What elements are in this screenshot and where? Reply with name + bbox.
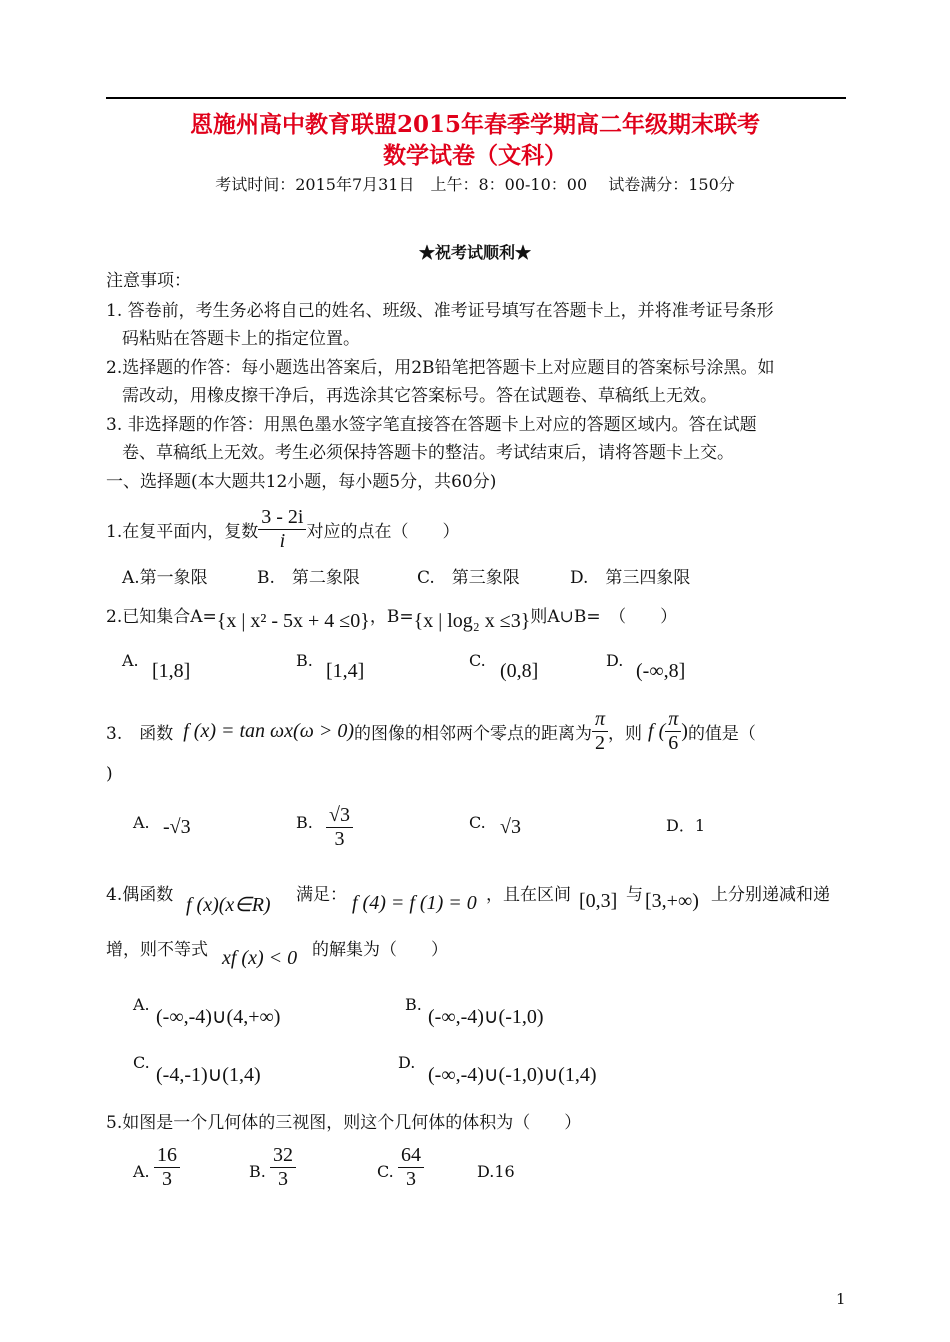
q5-option-b-label: B. (249, 1162, 266, 1181)
q5-option-a-value (154, 1144, 180, 1191)
q2-option-d-label: D. (606, 651, 624, 670)
q2-option-d-value: (-∞,8] (636, 660, 686, 682)
q1-suffix: 对应的点在（ ） (306, 522, 460, 542)
q5-c-den: 3 (406, 1168, 416, 1190)
q4-mid: ，且在区间 (486, 885, 571, 905)
exam-subtitle: 数学试卷（文科） (383, 142, 567, 169)
q1-option-b: B. 第二象限 (257, 568, 360, 588)
q2-option-b-label: B. (296, 651, 313, 670)
q3-option-c-label: C. (469, 813, 486, 832)
q3-fraction-2 (665, 708, 681, 755)
notice-item-3-cont: 卷、草稿纸上无效。考生必须保持答题卡的整洁。考试结束后，请将答题卡上交。 (122, 443, 734, 463)
q3-continuation: ) (106, 764, 113, 784)
q4-interval-2: [3,+∞) (645, 890, 699, 912)
q4-option-a-value: (-∞,-4)∪(4,+∞) (156, 1006, 281, 1028)
q3-option-b-label: B. (296, 813, 313, 832)
q5-b-num: 32 (273, 1144, 293, 1166)
q3-frac1-den: 2 (595, 732, 605, 754)
q3-then: ，则 (608, 724, 643, 744)
q4-option-b-value: (-∞,-4)∪(-1,0) (428, 1006, 544, 1028)
q3-option-a-label: A. (133, 813, 150, 832)
q3-close: ) (681, 720, 688, 742)
q1-option-c: C. 第三象限 (417, 568, 520, 588)
q4-cond-label: 满足： (296, 885, 347, 905)
q2-option-a-label: A. (122, 651, 139, 670)
q3-option-b-value (326, 804, 353, 851)
notice-heading: 注意事项： (106, 271, 191, 291)
q2-set-a: {x | x² - 5x + 4 ≤0} (216, 610, 370, 632)
q5-option-c-label: C. (377, 1162, 394, 1181)
q2-set-b: {x | log₂ x ≤3} (413, 610, 531, 632)
q3-frac2-num: π (668, 708, 679, 730)
q4-inequality: xf (x) < 0 (222, 947, 298, 969)
q3-b-den: 3 (334, 828, 345, 850)
q5-a-num: 16 (157, 1144, 177, 1166)
q5-option-d: D.16 (477, 1162, 515, 1181)
exam-title: 恩施州高中教育联盟2015年春季学期高二年级期末联考 (189, 111, 760, 138)
notice-item-1-cont: 码粘贴在答题卡上的指定位置。 (122, 329, 360, 349)
q1-denominator: i (279, 530, 286, 552)
q5-c-num: 64 (401, 1144, 421, 1166)
question-3 (106, 708, 756, 755)
q5-option-b-value (270, 1144, 296, 1191)
q4-prefix: 4.偶函数 (106, 885, 174, 905)
q2-suffix: 则A∪B= （ ） (530, 607, 678, 627)
q4-option-d-value: (-∞,-4)∪(-1,0)∪(1,4) (428, 1064, 597, 1086)
header-rule (106, 97, 846, 99)
q3-option-d: D．1 (666, 816, 706, 835)
q5-option-c-value (398, 1144, 424, 1191)
q4-condition: f (4) = f (1) = 0 (352, 892, 477, 914)
question-2 (106, 596, 677, 633)
q3-fraction-1 (592, 708, 608, 755)
question-5: 5.如图是一个几何体的三视图，则这个几何体的体积为（ ） (106, 1113, 582, 1133)
q4-line2-prefix: 增，则不等式 (106, 940, 208, 960)
notice-item-2-cont: 需改动，用橡皮擦干净后，再选涂其它答案标号。答在试题卷、草稿纸上无效。 (122, 386, 717, 406)
section-heading: 一、选择题(本大题共12小题，每小题5分，共60分) (106, 472, 497, 492)
q1-option-d: D. 第三四象限 (570, 568, 691, 588)
q2-option-b-value: [1,4] (326, 660, 365, 682)
blessing: ★祝考试顺利★ (418, 243, 531, 262)
q3-suffix: 的值是（ (687, 724, 756, 744)
q1-fraction (258, 506, 306, 553)
page-number: 1 (836, 1290, 846, 1308)
q3-frac1-num: π (594, 708, 606, 730)
notice-item-1: 1. 答卷前，考生务必将自己的姓名、班级、准考证号填写在答题卡上，并将准考证号条形 (106, 301, 774, 321)
q4-option-c-value: (-4,-1)∪(1,4) (156, 1064, 261, 1086)
q2-option-a-value: [1,8] (152, 660, 191, 682)
q3-fx: f ( (648, 720, 666, 742)
q3-prefix: 3. 函数 (106, 724, 174, 744)
q4-suffix: 上分别递减和递 (711, 885, 830, 905)
q3-frac2-den: 6 (668, 732, 679, 754)
q1-prefix: 1.在复平面内，复数 (106, 522, 259, 542)
q4-option-b-label: B. (405, 995, 422, 1014)
q5-option-a-label: A. (133, 1162, 150, 1181)
q2-mid: ，B= (369, 607, 414, 627)
q4-option-c-label: C. (133, 1053, 150, 1072)
q3-option-a-value: -√3 (163, 816, 191, 838)
q1-option-a: A.第一象限 (122, 568, 208, 588)
q2-option-c-label: C. (469, 651, 486, 670)
q4-and: 与 (626, 885, 643, 905)
q3-mid: 的图像的相邻两个零点的距离为 (353, 724, 592, 744)
q5-a-den: 3 (162, 1168, 172, 1190)
q1-numerator: 3 - 2i (261, 506, 304, 528)
q3-option-c-value: √3 (500, 816, 521, 838)
q2-option-c-value: (0,8] (500, 660, 539, 682)
notice-item-2: 2.选择题的作答：每小题选出答案后，用2B铅笔把答题卡上对应题目的答案标号涂黑。如 (106, 358, 775, 378)
q4-function: f (x)(x∈R) (186, 894, 271, 916)
q3-function: f (x) = tan ωx(ω > 0) (183, 720, 354, 742)
q2-prefix: 2.已知集合A= (106, 607, 217, 627)
q4-interval-1: [0,3] (579, 890, 618, 912)
question-1 (106, 506, 459, 553)
q3-b-num: √3 (329, 804, 350, 826)
q4-option-d-label: D. (398, 1053, 416, 1072)
exam-info: 考试时间：2015年7月31日 上午：8：00-10：00 试卷满分：150分 (215, 175, 735, 194)
notice-item-3: 3. 非选择题的作答：用黑色墨水签字笔直接答在答题卡上对应的答题区域内。答在试题 (106, 415, 757, 435)
q4-line2-suffix: 的解集为（ ） (312, 940, 448, 960)
q5-b-den: 3 (278, 1168, 288, 1190)
q4-option-a-label: A. (133, 995, 150, 1014)
